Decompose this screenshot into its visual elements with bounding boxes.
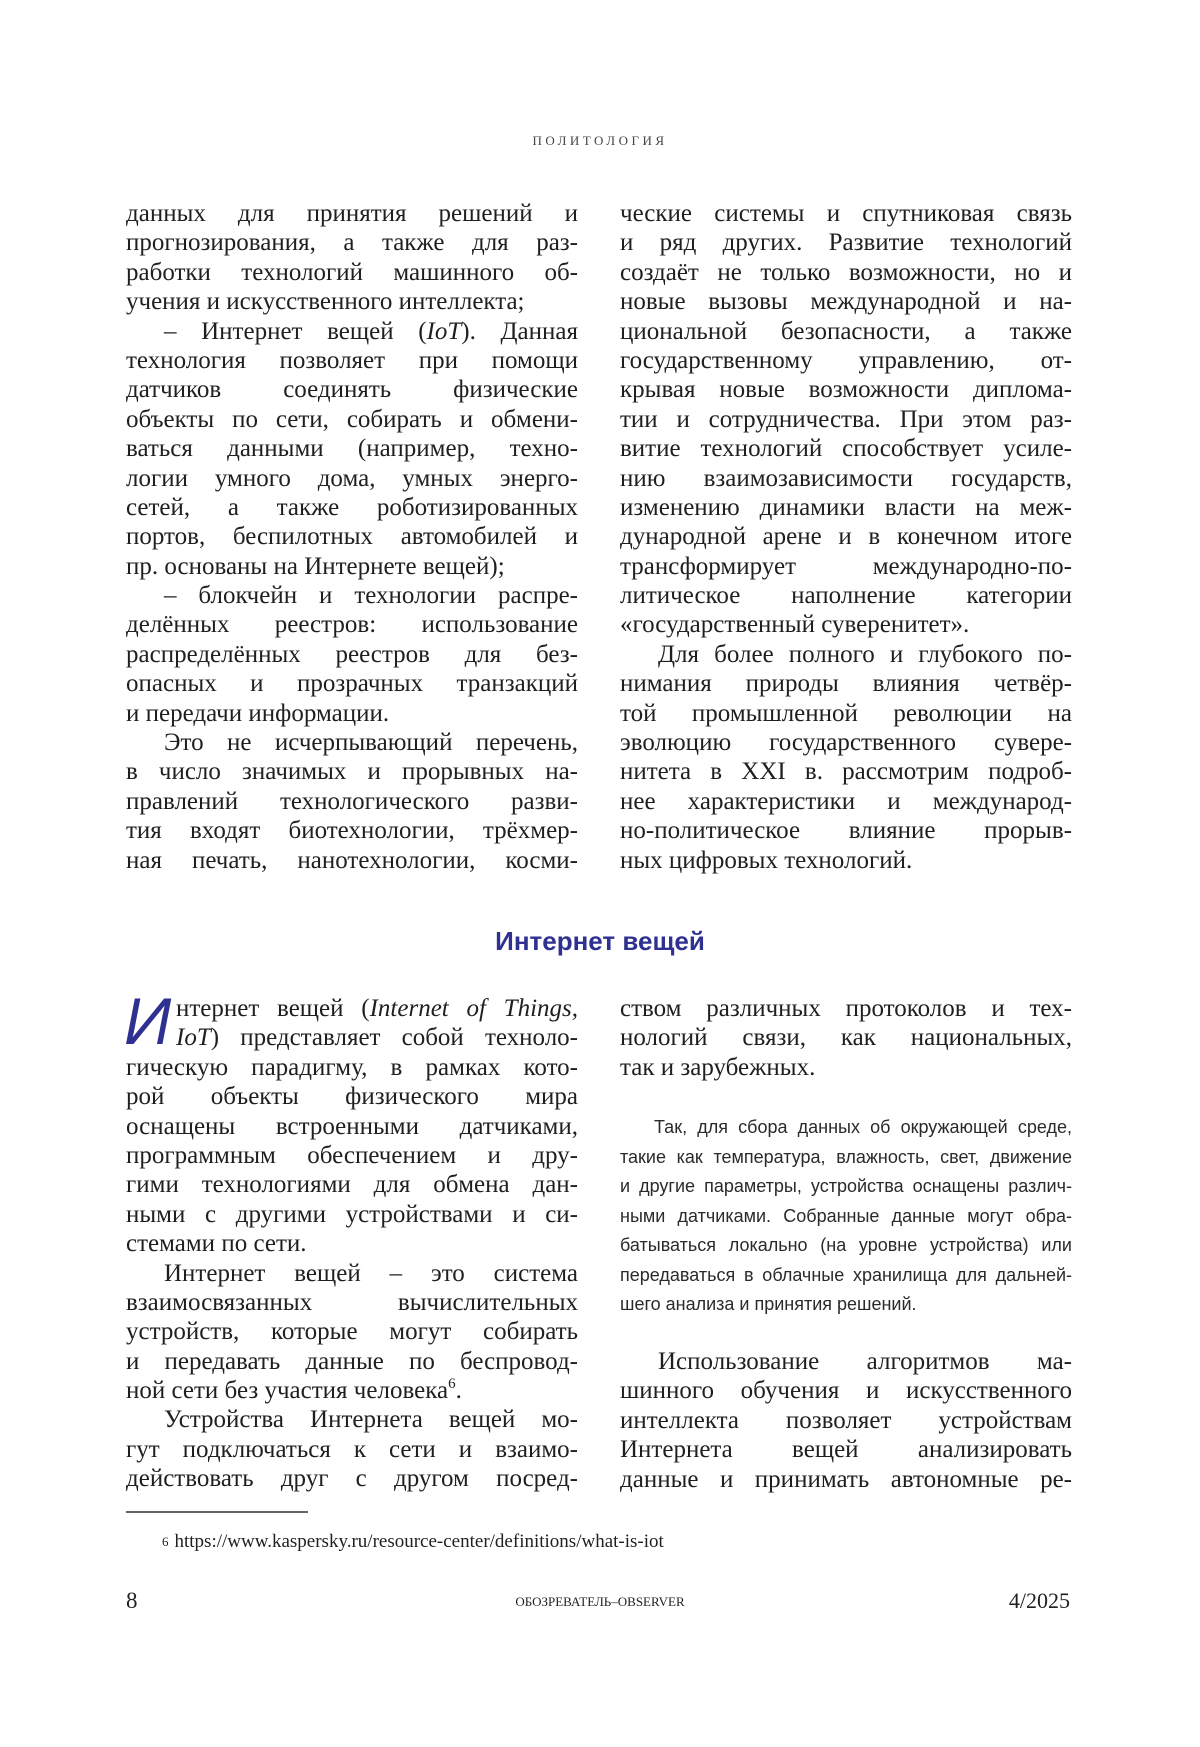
footnote-number: 6 (162, 1534, 169, 1549)
text-line: и другие параметры, устройства оснащены различ- (620, 1172, 1072, 1202)
text-line: эволюцию государственного сувере- (620, 728, 1072, 757)
journal-name: ОБОЗРЕВАТЕЛЬ–OBSERVER (0, 1594, 1200, 1610)
text-segment: IoT (427, 318, 462, 345)
text-segment: ). Данная (461, 318, 578, 345)
sidebar-note (620, 1113, 1072, 1320)
text-line: датчиков соединять физические (126, 375, 578, 404)
text-line: программным обеспечением и дру- (126, 1141, 578, 1170)
text-line: так и зарубежных. (620, 1053, 1072, 1082)
text-line: крывая новые возможности диплома- (620, 375, 1072, 404)
column-right-part2-top (620, 994, 1072, 1082)
text-line: делённых реестров: использование (126, 610, 578, 639)
text-line: интеллекта позволяет устройствам (620, 1406, 1072, 1435)
text-line: данные и принимать автономные ре- (620, 1465, 1072, 1494)
text-line: оснащены встроенными датчиками, (126, 1112, 578, 1141)
text-line: изменению динамики власти на меж- (620, 493, 1072, 522)
text-line: рой объекты физического мира (126, 1082, 578, 1111)
text-line: трансформирует международно-по- (620, 552, 1072, 581)
text-line: Интернета вещей анализировать (620, 1435, 1072, 1464)
text-line: передаваться в облачные хранилища для дальней- (620, 1261, 1072, 1291)
text-line: ная печать, нанотехнологии, косми- (126, 846, 578, 875)
footnote-ref[interactable]: 6 (448, 1376, 456, 1392)
text-segment: нтернет вещей ( (176, 995, 370, 1022)
text-line: нологий связи, как национальных, (620, 1023, 1072, 1052)
text-line: гут подключаться к сети и взаимо- (126, 1435, 578, 1464)
text-line: Устройства Интернета вещей мо- (126, 1405, 578, 1434)
text-line: литическое наполнение категории (620, 581, 1072, 610)
text-segment: ) представляет собой техноло- (211, 1024, 578, 1051)
text-line: логии умного дома, умных энерго- (126, 464, 578, 493)
text-line: дународной арене и в конечном итоге (620, 522, 1072, 551)
text-line: Интернет вещей – это система (126, 1259, 578, 1288)
running-header-section: ПОЛИТОЛОГИЯ (0, 133, 1200, 149)
text-line: действовать друг с другом посред- (126, 1464, 578, 1493)
text-line: тия входят биотехнологии, трёхмер- (126, 816, 578, 845)
text-line: работки технологий машинного об- (126, 258, 578, 287)
text-line: нию взаимозависимости государств, (620, 464, 1072, 493)
text-line: такие как температура, влажность, свет, движение (620, 1143, 1072, 1173)
text-segment: – Интернет вещей ( (164, 318, 427, 345)
text-line: технология позволяет при помощи (126, 346, 578, 375)
footnote-link[interactable]: https://www.kaspersky.ru/resource-center/definitions/what-is-iot (175, 1531, 664, 1552)
text-line: ных цифровых технологий. (620, 846, 1072, 875)
text-line: но-политическое влияние прорыв- (620, 816, 1072, 845)
text-line: циональной безопасности, а также (620, 317, 1072, 346)
text-segment: Internet of Things, (370, 995, 578, 1022)
text-line: сетей, а также роботизированных (126, 493, 578, 522)
text-line: ными с другими устройствами и си- (126, 1200, 578, 1229)
text-segment: . (456, 1377, 462, 1404)
text-line: взаимосвязанных вычислительных (126, 1288, 578, 1317)
column-left-part1 (126, 199, 578, 875)
text-line: и ряд других. Развитие технологий (620, 228, 1072, 257)
column-right-part1 (620, 199, 1072, 875)
text-line: нитета в XXI в. рассмотрим подроб- (620, 757, 1072, 786)
text-line: государственному управлению, от- (620, 346, 1072, 375)
text-line: в число значимых и прорывных на- (126, 757, 578, 786)
text-line: батываться локально (на уровне устройства) или (620, 1231, 1072, 1261)
drop-cap: И (124, 990, 171, 1052)
text-line: устройств, которые могут собирать (126, 1317, 578, 1346)
text-line: нимания природы влияния четвёр- (620, 669, 1072, 698)
text-line (126, 1023, 578, 1052)
text-line: правлений технологического разви- (126, 787, 578, 816)
issue-number: 4/2025 (1009, 1588, 1070, 1614)
text-line (126, 317, 578, 346)
text-line: и передавать данные по беспровод- (126, 1347, 578, 1376)
text-line: прогнозирования, а также для раз- (126, 228, 578, 257)
text-line: учения и искусственного интеллекта; (126, 287, 578, 316)
text-line: – блокчейн и технологии распре- (126, 581, 578, 610)
text-line: Для более полного и глубокого по- (620, 640, 1072, 669)
text-line: Так, для сбора данных об окружающей среде, (620, 1113, 1072, 1143)
text-segment: IoT (176, 1024, 211, 1051)
text-line: той промышленной революции на (620, 699, 1072, 728)
text-line: «государственный суверенитет». (620, 610, 1072, 639)
section-heading: Интернет вещей (0, 926, 1200, 957)
text-line (126, 994, 578, 1023)
text-line: распределённых реестров для без- (126, 640, 578, 669)
text-line (126, 1376, 578, 1405)
footnote (162, 1530, 664, 1554)
text-line: ством различных протоколов и тех- (620, 994, 1072, 1023)
text-line: данных для принятия решений и (126, 199, 578, 228)
text-line: портов, беспилотных автомобилей и (126, 522, 578, 551)
text-line: шинного обучения и искусственного (620, 1376, 1072, 1405)
text-line: пр. основаны на Интернете вещей); (126, 552, 578, 581)
text-line: шего анализа и принятия решений. (620, 1290, 1072, 1320)
text-line: гическую парадигму, в рамках кото- (126, 1053, 578, 1082)
page-number: 8 (126, 1588, 138, 1614)
footnote-divider (126, 1511, 308, 1513)
text-line: витие технологий способствует усиле- (620, 434, 1072, 463)
text-line: новые вызовы международной и на- (620, 287, 1072, 316)
text-line: ными датчиками. Собранные данные могут обра- (620, 1202, 1072, 1232)
text-line: опасных и прозрачных транзакций (126, 669, 578, 698)
text-line: объекты по сети, собирать и обмени- (126, 405, 578, 434)
text-line: ваться данными (например, техно- (126, 434, 578, 463)
text-line: ческие системы и спутниковая связь (620, 199, 1072, 228)
column-left-part2 (126, 994, 578, 1494)
text-line: создаёт не только возможности, но и (620, 258, 1072, 287)
text-line: гими технологиями для обмена дан- (126, 1170, 578, 1199)
column-right-part2-bottom (620, 1347, 1072, 1494)
text-segment: ной сети без участия человека (126, 1377, 448, 1404)
text-line: и передачи информации. (126, 699, 578, 728)
text-line: стемами по сети. (126, 1229, 578, 1258)
text-line: Использование алгоритмов ма- (620, 1347, 1072, 1376)
text-line: нее характеристики и международ- (620, 787, 1072, 816)
text-line: тии и сотрудничества. При этом раз- (620, 405, 1072, 434)
text-line: Это не исчерпывающий перечень, (126, 728, 578, 757)
